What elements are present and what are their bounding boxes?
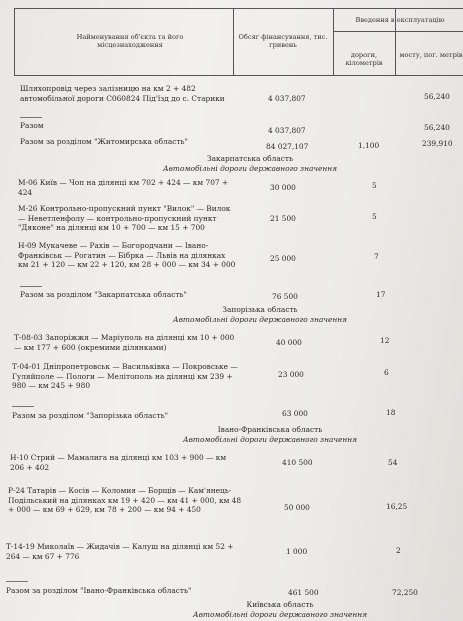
row-name: Т-14-19 Миколаїв — Жидачів — Калуш на ділянці км 52 + 264 — км 67 + 776 [6,542,234,561]
section-region: Івано-Франківська область [217,425,323,434]
row-road: 72,250 [392,588,418,597]
row-name: Р-24 Татарів — Косів — Коломия — Борщів — Кам'янець-Подільський на ділянках км 19 + 420 — км 41 + 000, км 48 + 000 — км 69 + 629, км 78 + 200 — км 94 + 450 [8,486,242,515]
row-name: М-26 Контрольно-пропускний пункт "Вилок" — Вилок — Неветленфолу — контрольно-пропускний пункт "Дяконе" на ділянці км 10 + 700 — км 15 + 700 [18,204,231,233]
section-subtitle: Автомобільні дороги державного значення [193,610,367,619]
section-subtitle: Автомобільні дороги державного значення [183,435,357,444]
header-name: Найменування об'єкта та його місцезнаходження [76,33,184,50]
row-road: 5 [372,181,377,190]
row-name: Разом за розділом "Івано-Франківська область" [6,586,192,595]
row-finance: 4 037,807 [268,126,306,135]
row-name: М-06 Київ — Чоп на ділянці км 702 + 424 — км 707 + 424 [18,178,229,197]
row-bridge: 239,910 [422,139,453,148]
row-finance: 25 000 [270,254,296,263]
row-road: 6 [384,368,389,377]
row-road: 2 [396,546,401,555]
row-road: 7 [374,252,379,261]
row-finance: 76 500 [272,292,298,301]
header-finance: Обсяг фінансування, тис. гривень [238,33,328,50]
row-road: 12 [380,336,390,345]
row-road: 1,100 [358,141,380,150]
row-road: 5 [372,212,377,221]
row-road: 17 [376,290,386,299]
row-name: Разом за розділом "Житомирська область" [20,137,188,146]
row-finance: 50 000 [284,503,310,512]
row-road: 54 [388,458,398,467]
row-name: Разом [20,121,44,130]
row-finance: 23 000 [278,370,304,379]
table-header [14,8,463,76]
row-road: 18 [386,408,396,417]
row-finance: 4 037,807 [268,94,306,103]
row-bridge: 56,240 [424,92,450,101]
row-name: Н-09 Мукачеве — Рахів — Богородчани — Івано-Франківськ — Рогатин — Бібрка — Львів на ділянках км 21 + 120 — км 22 + 120, км 28 + 000 — км 34 + 000 [18,241,236,270]
row-finance: 21 500 [270,214,296,223]
row-finance: 410 500 [282,458,313,467]
row-bridge: 56,240 [424,123,450,132]
row-name: Разом за розділом "Запорізька область" [12,411,169,420]
section-subtitle: Автомобільні дороги державного значення [163,164,337,173]
header-commission: Введення в експлуатацію [355,16,445,24]
row-name: Т-04-01 Дніпропетровськ — Васильківка — Покровське — Гуляйполе — Пологи — Мелітополь на ділянці км 239 + 980 — км 245 + 980 [12,362,238,391]
row-name: Разом за розділом "Закарпатська область" [20,290,187,299]
section-region: Закарпатська область [207,154,293,163]
header-bridges: мосту, пог. метрів [399,51,463,59]
section-region: Київська область [246,600,314,609]
row-finance: 30 000 [270,183,296,192]
row-finance: 63 000 [282,409,308,418]
row-finance: 1 000 [286,547,308,556]
row-finance: 84 027,107 [266,142,309,151]
row-road: 16,25 [386,502,408,511]
row-name: Т-08-03 Запоріжжя — Маріуполь на ділянці км 10 + 000 — км 177 + 600 (окремими ділянками) [14,333,235,352]
row-name: Н-10 Стрий — Мамалига на ділянці км 103 + 900 — км 206 + 402 [10,453,227,472]
row-name: Шляхопровід через залізницю на км 2 + 482 автомобільної дороги С060824 Під'їзд до с. Старики [20,84,225,103]
section-region: Запорізька область [222,305,298,314]
section-subtitle: Автомобільні дороги державного значення [173,315,347,324]
header-roads: дороги, кілометрів [345,51,383,68]
row-finance: 40 000 [276,338,302,347]
row-finance: 461 500 [288,588,319,597]
